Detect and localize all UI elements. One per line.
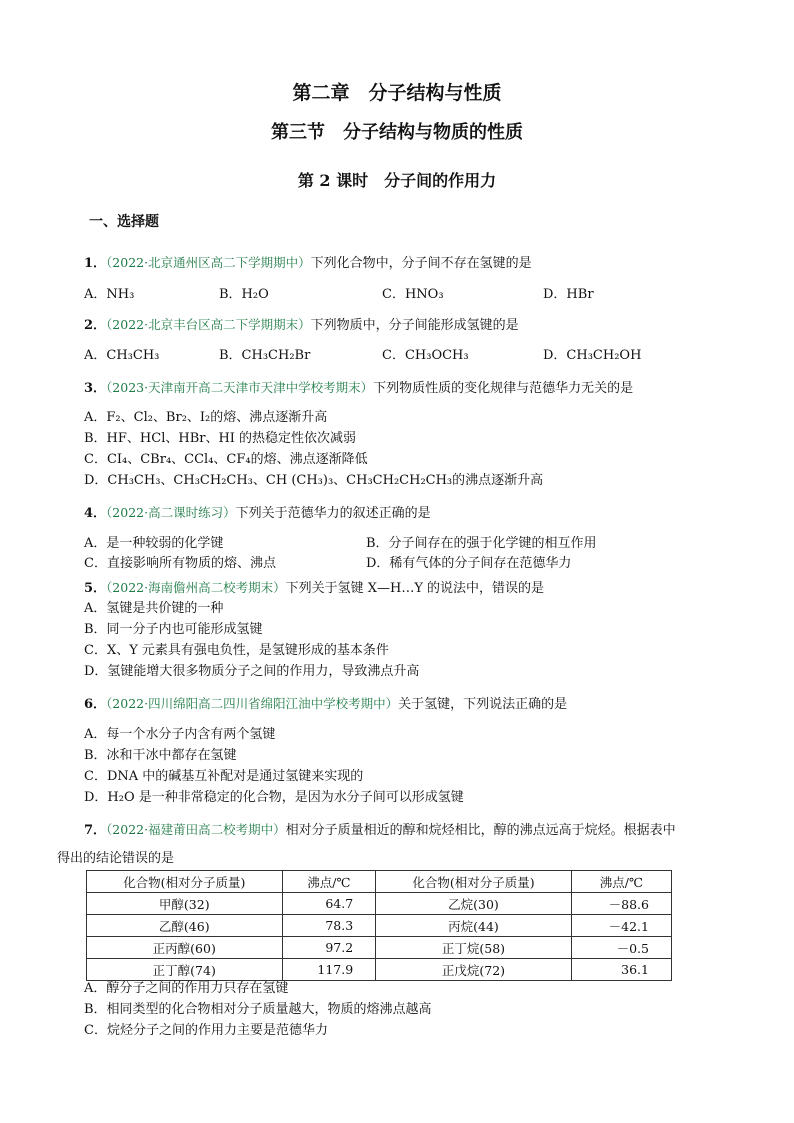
option-c: C．HNO₃ xyxy=(382,287,444,302)
table-cell: 117.9 xyxy=(282,959,376,981)
table-cell: －0.5 xyxy=(571,937,671,959)
question-stem: 相对分子质量相近的醇和烷烃相比，醇的沸点远高于烷烃。根据表中 xyxy=(285,823,676,838)
option-c: C．DNA 中的碱基互补配对是通过氢键来实现的 xyxy=(84,769,364,784)
option-c: C．烷烃分子之间的作用力主要是范德华力 xyxy=(84,1023,328,1038)
question-number: 7． xyxy=(84,823,107,838)
table-header: 沸点/℃ xyxy=(571,871,671,893)
option-b: B．H₂O xyxy=(219,287,269,302)
table-cell: 丙烷(44) xyxy=(376,915,572,937)
option-b: B．分子间存在的强于化学键的相互作用 xyxy=(366,536,597,551)
question-stem: 下列关于范德华力的叙述正确的是 xyxy=(235,506,431,521)
table-header: 化合物(相对分子质量) xyxy=(87,871,283,893)
option-b: B．CH₃CH₂Br xyxy=(219,348,311,363)
question-number: 5． xyxy=(84,581,107,596)
option-d: D．CH₃CH₂OH xyxy=(543,348,642,363)
option-d: D．H₂O 是一种非常稳定的化合物，是因为水分子间可以形成氢键 xyxy=(84,790,464,805)
table-cell: 36.1 xyxy=(571,959,671,981)
question-2 xyxy=(84,317,519,334)
boiling-point-table xyxy=(86,870,672,981)
question-stem-continued: 得出的结论错误的是 xyxy=(57,851,175,866)
table-cell: 正丙醇(60) xyxy=(87,937,283,959)
option-c: C．X、Y 元素具有强电负性，是氢键形成的基本条件 xyxy=(84,643,389,658)
question-number: 4． xyxy=(84,506,107,521)
question-1 xyxy=(84,255,532,272)
option-d: D．HBr xyxy=(543,287,594,302)
question-source: （2022·四川绵阳高二四川省绵阳江油中学校考期中） xyxy=(106,696,399,711)
option-c: C．CH₃OCH₃ xyxy=(382,348,469,363)
table-cell: 乙烷(30) xyxy=(376,893,572,915)
table-header-row xyxy=(87,871,672,893)
option-a: A．CH₃CH₃ xyxy=(84,348,160,363)
table-cell: 64.7 xyxy=(282,893,376,915)
table-row xyxy=(87,937,672,959)
table-cell: 甲醇(32) xyxy=(87,893,283,915)
option-c: C．CI₄、CBr₄、CCl₄、CF₄的熔、沸点逐渐降低 xyxy=(84,452,368,467)
option-d: D．氢键能增大很多物质分子之间的作用力，导致沸点升高 xyxy=(84,664,420,679)
question-source: （2022·北京通州区高二下学期期中） xyxy=(106,255,311,270)
table-cell: 正丁烷(58) xyxy=(376,937,572,959)
option-d: D．稀有气体的分子间存在范德华力 xyxy=(366,556,572,571)
table-cell: 97.2 xyxy=(282,937,376,959)
option-b: B．相同类型的化合物相对分子质量越大，物质的熔沸点越高 xyxy=(84,1002,432,1017)
option-b: B．冰和干冰中都存在氢键 xyxy=(84,748,237,763)
table-header: 化合物(相对分子质量) xyxy=(376,871,572,893)
chapter-title: 第二章 分子结构与性质 xyxy=(292,82,502,104)
table-cell: －88.6 xyxy=(571,893,671,915)
question-3 xyxy=(84,380,633,397)
question-stem: 下列物质性质的变化规律与范德华力无关的是 xyxy=(373,381,634,396)
lesson-heading: 第 2 课时 分子间的作用力 xyxy=(297,171,497,190)
option-b: B．同一分子内也可能形成氢键 xyxy=(84,622,263,637)
section-heading: 第三节 分子结构与物质的性质 xyxy=(271,122,523,143)
table-row xyxy=(87,893,672,915)
question-number: 1． xyxy=(84,256,107,271)
table-cell: 正戊烷(72) xyxy=(376,959,572,981)
question-type-heading: 一、选择题 xyxy=(89,214,159,230)
question-number: 3． xyxy=(84,381,107,396)
question-source: （2022·海南儋州高二校考期末） xyxy=(106,580,286,595)
table-cell: 78.3 xyxy=(282,915,376,937)
option-b: B．HF、HCl、HBr、HI 的热稳定性依次减弱 xyxy=(84,431,357,446)
table-row xyxy=(87,915,672,937)
question-source: （2022·高二课时练习） xyxy=(106,505,236,520)
question-stem: 下列物质中，分子间能形成氢键的是 xyxy=(310,318,519,333)
table-cell: 乙醇(46) xyxy=(87,915,283,937)
question-4 xyxy=(84,505,431,522)
option-a: A．是一种较弱的化学键 xyxy=(84,536,224,551)
option-a: A．氢键是共价键的一种 xyxy=(84,601,224,616)
option-d: D．CH₃CH₃、CH₃CH₂CH₃、CH (CH₃)₃、CH₃CH₂CH₂CH₃的沸点逐渐升高 xyxy=(84,473,544,488)
option-c: C．直接影响所有物质的熔、沸点 xyxy=(84,556,276,571)
question-6 xyxy=(84,696,567,713)
option-a: A．醇分子之间的作用力只存在氢键 xyxy=(84,981,289,996)
question-source: （2022·福建莆田高二校考期中） xyxy=(106,822,286,837)
question-stem: 关于氢键，下列说法正确的是 xyxy=(398,697,568,712)
question-source: （2023·天津南开高二天津市天津中学校考期末） xyxy=(106,380,374,395)
option-a: A．每一个水分子内含有两个氢键 xyxy=(84,727,276,742)
question-stem: 下列化合物中，分子间不存在氢键的是 xyxy=(310,256,532,271)
question-number: 2． xyxy=(84,318,107,333)
question-number: 6． xyxy=(84,697,107,712)
option-a: A．NH₃ xyxy=(84,287,135,302)
table-header: 沸点/℃ xyxy=(282,871,376,893)
question-7 xyxy=(84,822,676,839)
table-cell: 正丁醇(74) xyxy=(87,959,283,981)
question-5 xyxy=(84,580,544,597)
table-row xyxy=(87,959,672,981)
question-stem: 下列关于氢键 X—H…Y 的说法中，错误的是 xyxy=(285,581,545,596)
question-source: （2022·北京丰台区高二下学期期末） xyxy=(106,317,311,332)
option-a: A．F₂、Cl₂、Br₂、I₂的熔、沸点逐渐升高 xyxy=(84,410,328,425)
table-cell: －42.1 xyxy=(571,915,671,937)
